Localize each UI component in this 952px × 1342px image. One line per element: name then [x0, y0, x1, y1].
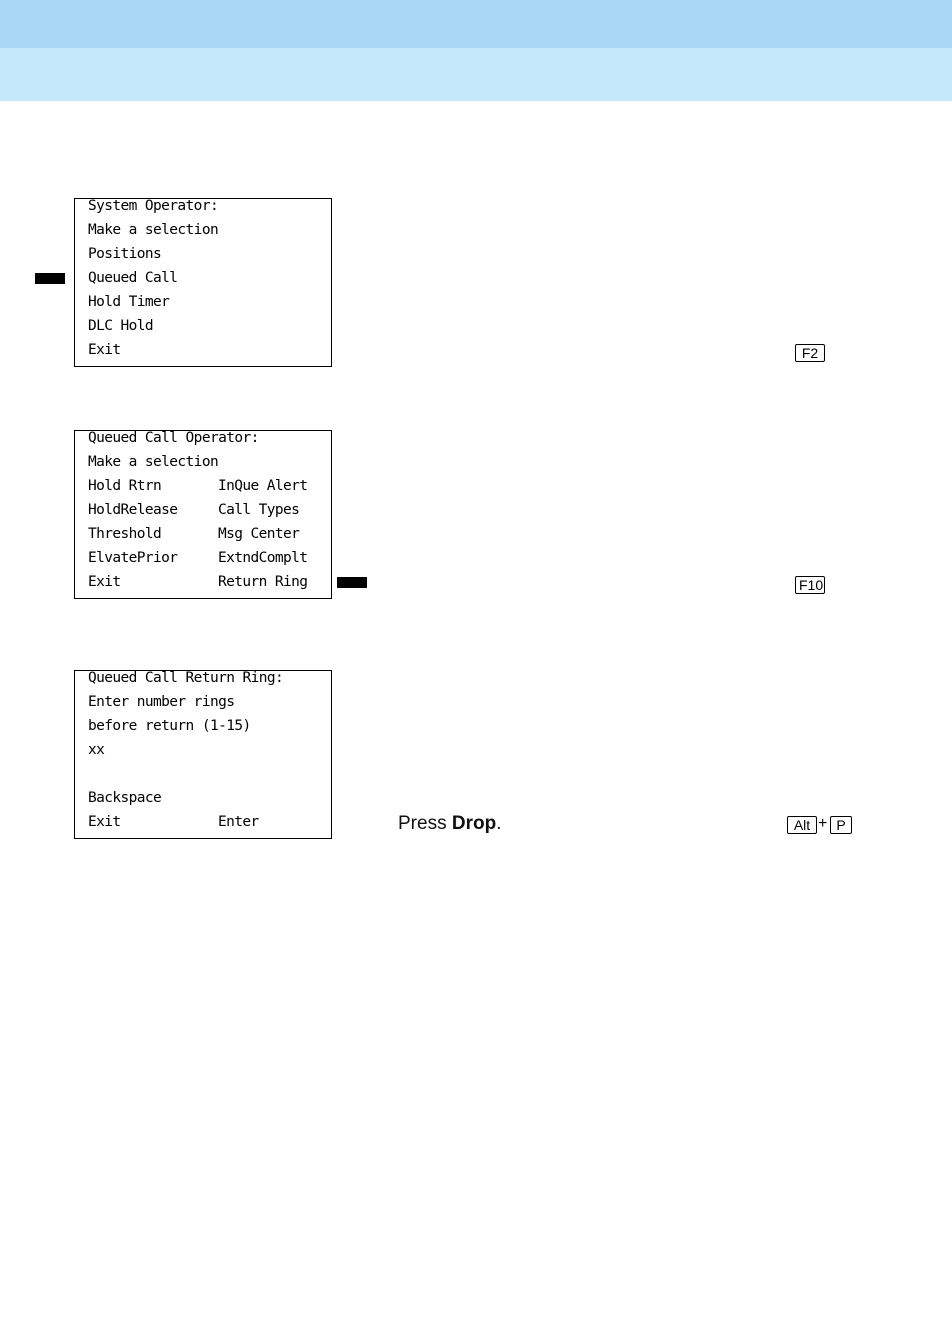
menu-option-threshold[interactable]: Threshold: [88, 526, 162, 542]
instruction-press-drop: [398, 812, 501, 836]
screen-prompt: Make a selection: [88, 454, 219, 470]
menu-option-exit[interactable]: Exit: [88, 342, 121, 358]
console-screen-system-operator: [74, 198, 332, 367]
menu-option-dlc-hold[interactable]: DLC Hold: [88, 318, 154, 334]
key-alt: Alt: [787, 816, 817, 834]
screen-prompt-range: before return (1-15): [88, 718, 251, 734]
menu-option-extndcomplt[interactable]: ExtndComplt: [218, 550, 308, 566]
screen-prompt: Enter number rings: [88, 694, 235, 710]
console-screen-queued-call-return-ring: [74, 670, 332, 839]
selection-marker: [35, 273, 65, 284]
menu-option-exit[interactable]: Exit: [88, 814, 121, 830]
menu-option-enter[interactable]: Enter: [218, 814, 259, 830]
header-band-top: [0, 0, 952, 48]
ring-count-input[interactable]: xx: [88, 742, 105, 758]
menu-option-queued-call[interactable]: Queued Call: [88, 270, 178, 286]
key-f10: F10: [795, 576, 825, 594]
menu-option-holdrelease[interactable]: HoldRelease: [88, 502, 178, 518]
screen-title: System Operator:: [88, 198, 219, 214]
key-plus-sign: +: [818, 815, 828, 832]
header-band-bottom: [0, 48, 952, 101]
selection-marker: [337, 577, 367, 588]
menu-option-return-ring[interactable]: Return Ring: [218, 574, 308, 590]
key-f2: F2: [795, 344, 825, 362]
menu-option-call-types[interactable]: Call Types: [218, 502, 300, 518]
menu-option-elvateprior[interactable]: ElvatePrior: [88, 550, 178, 566]
menu-option-hold-rtrn[interactable]: Hold Rtrn: [88, 478, 162, 494]
menu-option-positions[interactable]: Positions: [88, 246, 162, 262]
menu-option-inque-alert[interactable]: InQue Alert: [218, 478, 308, 494]
instruction-suffix: .: [496, 813, 502, 834]
key-p: P: [830, 816, 852, 834]
console-screen-queued-call-operator: [74, 430, 332, 599]
menu-option-hold-timer[interactable]: Hold Timer: [88, 294, 170, 310]
menu-option-msg-center[interactable]: Msg Center: [218, 526, 300, 542]
screen-title: Queued Call Operator:: [88, 430, 259, 446]
instruction-key-name: Drop: [451, 813, 497, 834]
instruction-prefix: Press: [398, 813, 452, 834]
screen-title: Queued Call Return Ring:: [88, 670, 284, 686]
screen-prompt: Make a selection: [88, 222, 219, 238]
menu-option-backspace[interactable]: Backspace: [88, 790, 162, 806]
menu-option-exit[interactable]: Exit: [88, 574, 121, 590]
